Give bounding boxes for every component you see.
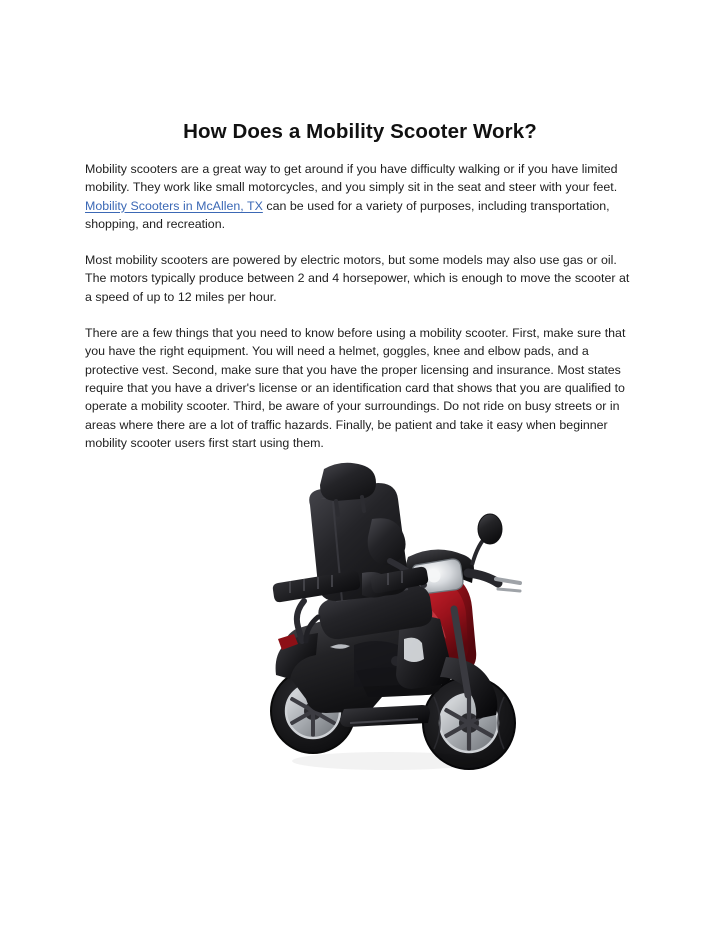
brake-lever-right	[498, 589, 520, 591]
mobility-scooter-illustration	[258, 461, 543, 791]
mobility-scooters-mcallen-link[interactable]: Mobility Scooters in McAllen, TX	[85, 198, 263, 213]
paragraph-1-text-after: can be used for a variety of purposes, including transportation, shopping, and recreation.	[85, 198, 610, 231]
ground-shadow	[292, 752, 484, 770]
mobility-scooter-figure	[258, 461, 543, 791]
rear-view-mirror	[478, 514, 502, 544]
headrest	[320, 463, 376, 501]
document-body	[85, 160, 637, 452]
headlight-bulb	[428, 570, 441, 583]
page-title: How Does a Mobility Scooter Work?	[183, 119, 537, 143]
paragraph-1-text-before: Mobility scooters are a great way to get around if you have difficulty walking or if you have limited mobility. They work like small motorcycles, and you simply sit in the seat and steer with your feet.	[85, 162, 618, 195]
paragraph-3: There are a few things that you need to know before using a mobility scooter. First, make sure that you have the right equipment. You will need a helmet, goggles, knee and elbow pads, and a protective vest. Second, make sure that you have the proper licensing and insurance. Most states require that you have a driver's license or an identification card that shows that you are qualified to operate a mobility scooter. Third, be aware of your surroundings. Do not ride on busy streets or in areas where there are a lot of traffic hazards. Finally, be patient and take it easy when beginner mobility scooter users first start using them.	[85, 326, 626, 450]
paragraph-1	[85, 160, 637, 233]
paragraph-2: Most mobility scooters are powered by electric motors, but some models may also use gas or oil. The motors typically produce between 2 and 4 horsepower, which is enough to move the scooter at a speed of up to 12 miles per hour.	[85, 253, 630, 304]
